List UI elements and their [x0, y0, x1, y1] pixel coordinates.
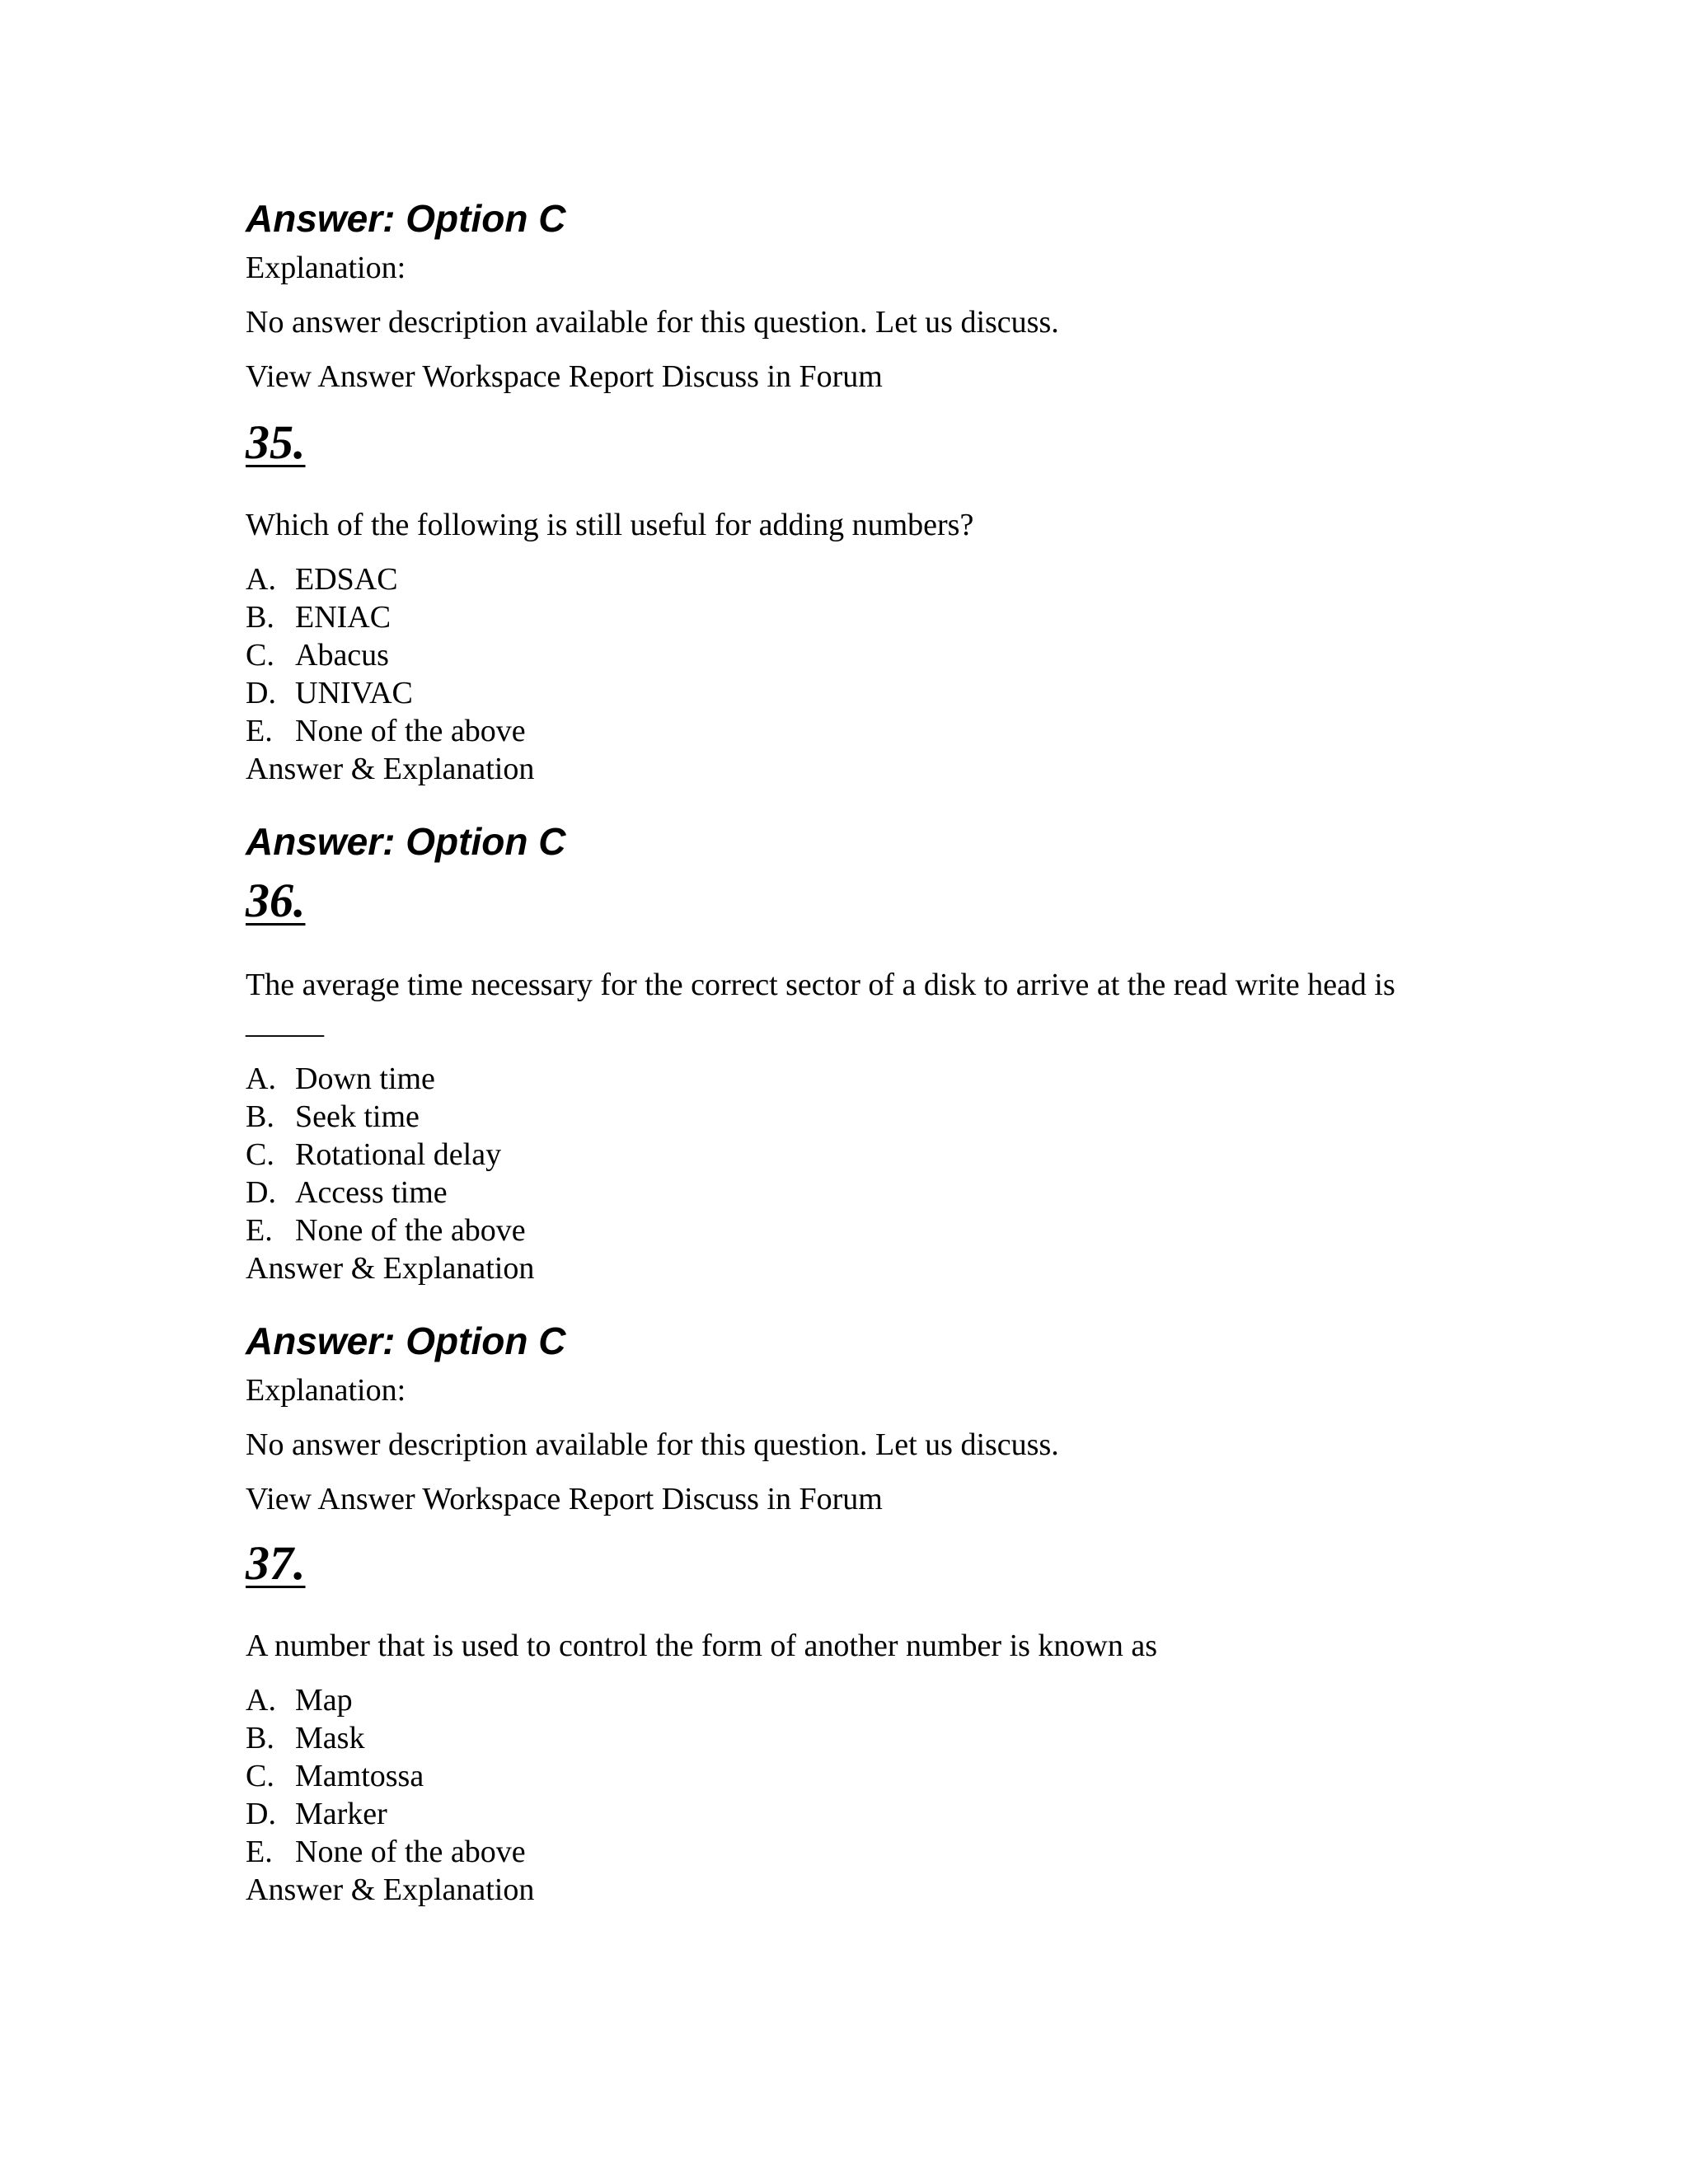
- answer-explanation-link[interactable]: Answer & Explanation: [246, 1251, 535, 1286]
- option-a[interactable]: A. EDSAC: [246, 562, 398, 597]
- answer-actions[interactable]: View Answer Workspace Report Discuss in Forum: [246, 1482, 883, 1516]
- answer-heading: Answer: Option C: [246, 197, 566, 240]
- option-e[interactable]: E. None of the above: [246, 1835, 526, 1869]
- option-d[interactable]: D. UNIVAC: [246, 676, 413, 710]
- answer-explanation-link[interactable]: Answer & Explanation: [246, 752, 535, 786]
- explanation-text: No answer description available for this question. Let us discuss.: [246, 1427, 1059, 1462]
- question-number: 36.: [246, 874, 306, 927]
- question-text: Which of the following is still useful for adding numbers?: [246, 508, 974, 542]
- question-text: The average time necessary for the correct sector of a disk to arrive at the read write head is _____: [246, 968, 1395, 1040]
- option-b[interactable]: B. Mask: [246, 1721, 365, 1755]
- option-d[interactable]: D. Marker: [246, 1797, 387, 1831]
- option-e[interactable]: E. None of the above: [246, 1213, 526, 1248]
- answer-actions[interactable]: View Answer Workspace Report Discuss in Forum: [246, 359, 883, 394]
- question-number: 37.: [246, 1536, 306, 1590]
- explanation-label: Explanation:: [246, 1373, 406, 1408]
- option-a[interactable]: A. Map: [246, 1683, 353, 1718]
- option-b[interactable]: B. Seek time: [246, 1099, 420, 1134]
- option-a[interactable]: A. Down time: [246, 1062, 435, 1096]
- answer-explanation-link[interactable]: Answer & Explanation: [246, 1872, 535, 1907]
- question-number: 35.: [246, 415, 306, 469]
- option-e[interactable]: E. None of the above: [246, 714, 526, 748]
- option-d[interactable]: D. Access time: [246, 1175, 448, 1210]
- answer-heading: Answer: Option C: [246, 820, 566, 863]
- option-c[interactable]: C. Mamtossa: [246, 1759, 424, 1793]
- option-c[interactable]: C. Rotational delay: [246, 1137, 502, 1172]
- explanation-label: Explanation:: [246, 251, 406, 285]
- question-text: A number that is used to control the form of another number is known as: [246, 1629, 1158, 1663]
- explanation-text: No answer description available for this question. Let us discuss.: [246, 305, 1059, 340]
- option-c[interactable]: C. Abacus: [246, 638, 389, 673]
- answer-heading: Answer: Option C: [246, 1319, 566, 1362]
- option-b[interactable]: B. ENIAC: [246, 600, 392, 635]
